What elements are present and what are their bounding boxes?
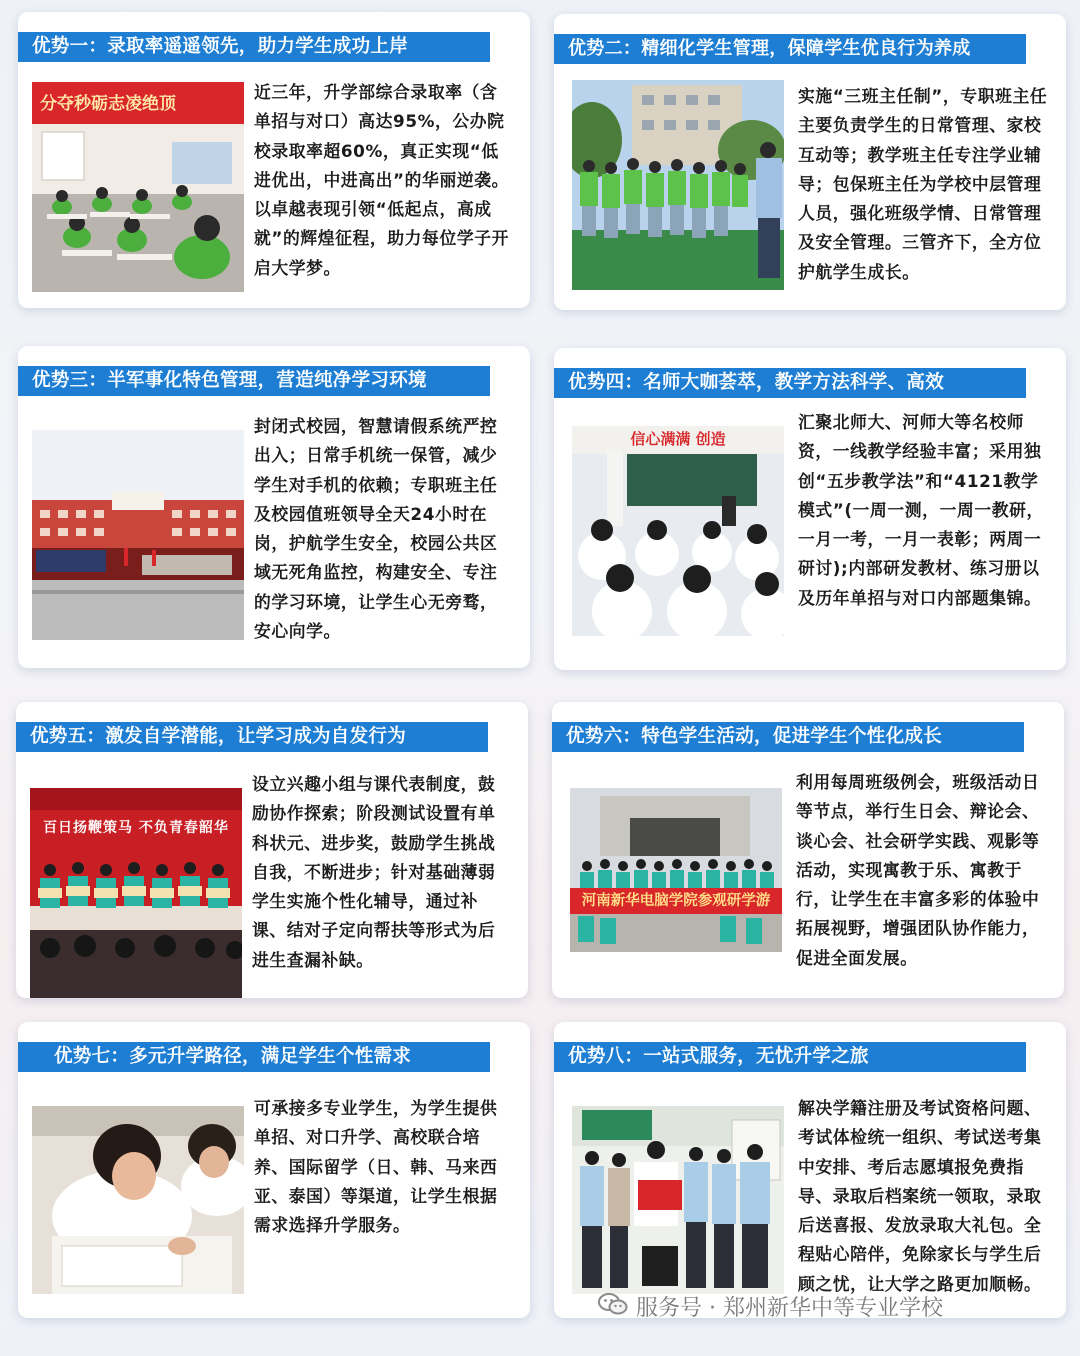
advantage-card-8 — [554, 1022, 1066, 1318]
advantage-card-4 — [554, 348, 1066, 670]
advantage-text-3: 封闭式校园，智慧请假系统严控出入；日常手机统一保管，减少学生对手机的依赖；专职班主任及校园值班领导全天24小时在岗，护航学生安全，校园公共区域无死角监控，构建安全、专注的学习环境，让学生心无旁骛，安心向学。 — [254, 416, 498, 642]
study-tour-group-photo — [570, 788, 782, 952]
advantage-card-1 — [18, 12, 530, 308]
advantage-text-5: 设立兴趣小组与课代表制度，鼓励协作探索；阶段测试设置有单科状元、进步奖，鼓励学生挑战自我，不断进步；针对基础薄弱学生实施个性化辅导，通过补课、结对子定向帮扶等形式为后进生查漏补缺。 — [252, 774, 496, 970]
classroom-exam-photo — [32, 82, 244, 292]
photo-banner-6: 河南新华电脑学院参观研学游 — [581, 893, 771, 909]
advantage-card-2 — [554, 14, 1066, 310]
advantage-card-6 — [552, 702, 1064, 998]
wechat-icon — [598, 1292, 628, 1326]
advantage-text-1: 近三年，升学部综合录取率（含单招与对口）高达95%，公办院校录取率超60%，真正实现“低进优出，中进高出”的华丽逆袭。以卓越表现引领“低起点，高成就”的辉煌征程，助力每位学子开启大学梦。 — [254, 82, 509, 278]
photo-banner-4: 信心满满 创造 — [630, 430, 726, 448]
gift-package-photo — [572, 1106, 784, 1294]
advantage-card-7 — [18, 1022, 530, 1318]
advantage-text-2: 实施“三班主任制”，专职班主任主要负责学生的日常管理、家校互动等；教学班主任专注学业辅导；包保班主任为学校中层管理人员，强化班级学情、日常管理及安全管理。三管齐下，全方位护航学生成长。 — [798, 86, 1048, 282]
advantage-title-2: 优势二：精细化学生管理，保障学生优良行为养成 — [554, 34, 1026, 64]
advantage-card-3 — [18, 346, 530, 668]
campus-gate-photo — [32, 430, 244, 640]
students-lineup-photo — [572, 80, 784, 290]
classroom-lecture-photo — [572, 426, 784, 636]
watermark-text: 服务号 · 郑州新华中等专业学校 — [636, 1296, 943, 1321]
photo-banner-text-1: 分夺秒砺志凌绝顶 — [40, 94, 176, 114]
advantage-text-6: 利用每周班级例会，班级活动日等节点，举行生日会、辩论会、谈心会、社会研学实践、观影等活动，实现寓教于乐、寓教于行，让学生在丰富多彩的体验中拓展视野，增强团队协作能力，促进全面发展。 — [796, 772, 1040, 968]
advantage-title-7: 优势七：多元升学路径，满足学生个性需求 — [18, 1042, 490, 1072]
advantage-title-3: 优势三：半军事化特色管理，营造纯净学习环境 — [18, 366, 490, 396]
advantage-text-4: 汇聚北师大、河师大等名校师资，一线教学经验丰富；采用独创“五步教学法”和“4121教学模式”(一周一测，一周一教研，一月一考，一月一表彰；两周一研讨);内部研发教材、练习册以及历年单招与对口内部题集锦。 — [798, 412, 1044, 608]
advantage-title-6: 优势六：特色学生活动，促进学生个性化成长 — [552, 722, 1024, 752]
advantage-title-8: 优势八：一站式服务，无忧升学之旅 — [554, 1042, 1026, 1072]
photo-banner-5: 百日扬鞭策马 不负青春韶华 — [43, 820, 229, 836]
advantage-title-4: 优势四：名师大咖荟萃，教学方法科学、高效 — [554, 368, 1026, 398]
advantage-title-1: 优势一：录取率遥遥领先，助力学生成功上岸 — [18, 32, 490, 62]
account-watermark — [598, 1292, 943, 1324]
advantage-text-8: 解决学籍注册及考试资格问题、考试体检统一组织、考试送考集中安排、考后志愿填报免费指导、录取后档案统一领取，录取后送喜报、发放录取大礼包。全程贴心陪伴，免除家长与学生后顾之忧，让大学之路更加顺畅。 — [798, 1098, 1042, 1294]
advantage-text-7: 可承接多专业学生，为学生提供单招、对口升学、高校联合培养、国际留学（日、韩、马来西亚、泰国）等渠道，让学生根据需求选择升学服务。 — [254, 1098, 498, 1236]
student-writing-photo — [32, 1106, 244, 1294]
advantage-card-5 — [16, 702, 528, 998]
award-ceremony-photo — [30, 788, 242, 998]
advantage-title-5: 优势五：激发自学潜能，让学习成为自发行为 — [16, 722, 488, 752]
